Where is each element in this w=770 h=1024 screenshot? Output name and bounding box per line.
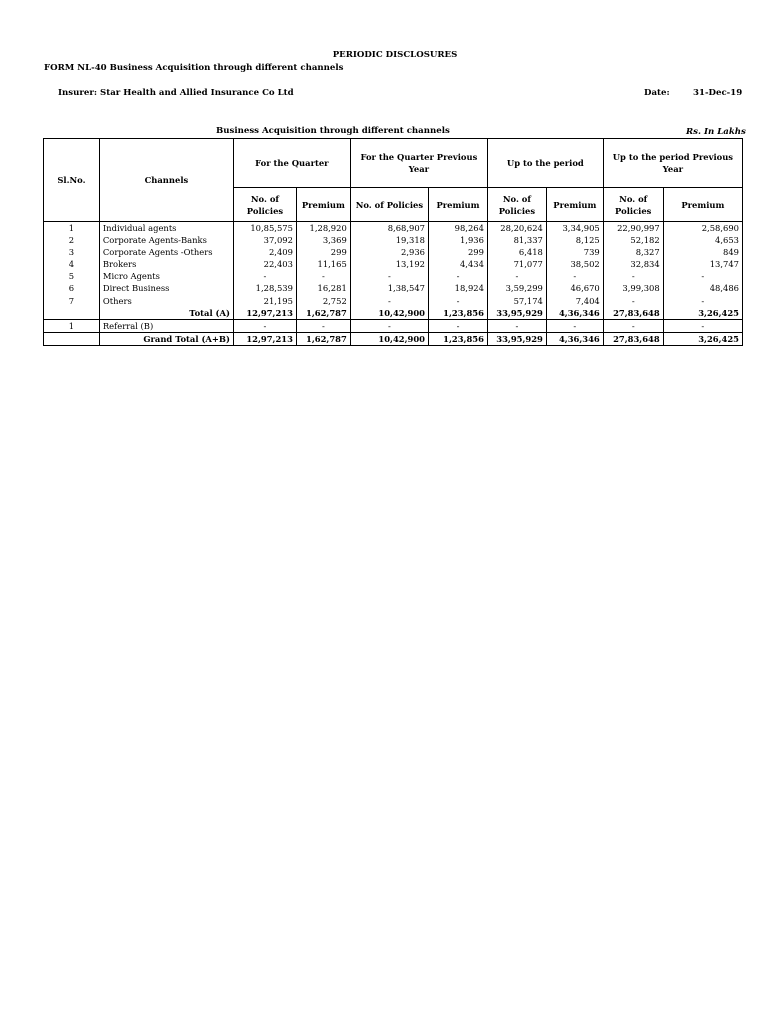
referral-channel: Referral (B) <box>99 319 233 332</box>
row-value: - <box>663 295 742 307</box>
row-value: 849 <box>663 246 742 258</box>
grand-total-row <box>44 332 743 345</box>
date-value: 31-Dec-19 <box>693 88 743 98</box>
grand-total-value: 10,42,900 <box>350 332 428 345</box>
row-value: 8,68,907 <box>350 222 428 235</box>
total-label: Total (A) <box>99 307 233 320</box>
row-value: 11,165 <box>296 258 350 270</box>
row-value: 3,34,905 <box>546 222 603 235</box>
total-value: 10,42,900 <box>350 307 428 320</box>
total-slno-empty <box>44 307 100 320</box>
row-value: 57,174 <box>487 295 546 307</box>
row-value: 21,195 <box>233 295 296 307</box>
row-value: - <box>233 270 296 282</box>
row-value: 3,59,299 <box>487 282 546 294</box>
row-channel: Direct Business <box>99 282 233 294</box>
row-value: - <box>603 270 663 282</box>
row-value: 2,752 <box>296 295 350 307</box>
header-premium: Premium <box>546 188 603 222</box>
row-value: 46,670 <box>546 282 603 294</box>
grand-total-label: Grand Total (A+B) <box>99 332 233 345</box>
row-slno: 4 <box>44 258 100 270</box>
row-value: 4,653 <box>663 234 742 246</box>
row-value: 98,264 <box>429 222 488 235</box>
row-channel: Corporate Agents -Others <box>99 246 233 258</box>
referral-value: - <box>663 319 742 332</box>
periodic-disclosures-heading: PERIODIC DISCLOSURES <box>332 50 458 60</box>
row-value: 52,182 <box>603 234 663 246</box>
row-value: 22,403 <box>233 258 296 270</box>
table-body <box>44 222 743 346</box>
total-value: 27,83,648 <box>603 307 663 320</box>
header-up-to-period-previous-year: Up to the period Previous Year <box>603 139 742 188</box>
row-slno: 2 <box>44 234 100 246</box>
form-title: FORM NL-40 Business Acquisition through different channels <box>44 63 344 73</box>
table-row <box>44 282 743 294</box>
row-channel: Individual agents <box>99 222 233 235</box>
row-value: 1,936 <box>429 234 488 246</box>
total-value: 1,62,787 <box>296 307 350 320</box>
referral-value: - <box>296 319 350 332</box>
table-row <box>44 295 743 307</box>
insurer-name: Insurer: Star Health and Allied Insurance Co Ltd <box>58 88 294 98</box>
row-slno: 6 <box>44 282 100 294</box>
row-value: 16,281 <box>296 282 350 294</box>
row-value: 32,834 <box>603 258 663 270</box>
grand-total-value: 4,36,346 <box>546 332 603 345</box>
grand-total-value: 12,97,213 <box>233 332 296 345</box>
grand-total-value: 1,62,787 <box>296 332 350 345</box>
row-value: 299 <box>296 246 350 258</box>
row-value: - <box>487 270 546 282</box>
row-channel: Others <box>99 295 233 307</box>
table-caption: Business Acquisition through different channels <box>216 126 450 136</box>
referral-slno: 1 <box>44 319 100 332</box>
referral-value: - <box>487 319 546 332</box>
row-value: 48,486 <box>663 282 742 294</box>
header-for-the-quarter: For the Quarter <box>233 139 350 188</box>
row-value: 2,409 <box>233 246 296 258</box>
header-slno: Sl.No. <box>44 139 100 222</box>
row-value: 299 <box>429 246 488 258</box>
row-value: 19,318 <box>350 234 428 246</box>
referral-value: - <box>603 319 663 332</box>
referral-value: - <box>233 319 296 332</box>
row-value: - <box>429 270 488 282</box>
row-value: 13,747 <box>663 258 742 270</box>
grand-total-slno-empty <box>44 332 100 345</box>
header-up-to-period: Up to the period <box>487 139 603 188</box>
row-value: 22,90,997 <box>603 222 663 235</box>
total-value: 33,95,929 <box>487 307 546 320</box>
header-premium: Premium <box>429 188 488 222</box>
date-label: Date: <box>644 88 670 98</box>
grand-total-value: 3,26,425 <box>663 332 742 345</box>
row-value: 1,38,547 <box>350 282 428 294</box>
header-policies: No. of Policies <box>350 188 428 222</box>
referral-value: - <box>546 319 603 332</box>
row-value: 2,58,690 <box>663 222 742 235</box>
total-value: 4,36,346 <box>546 307 603 320</box>
header-policies: No. of Policies <box>487 188 546 222</box>
row-value: 8,327 <box>603 246 663 258</box>
units-note: Rs. In Lakhs <box>686 127 746 137</box>
row-value: 38,502 <box>546 258 603 270</box>
grand-total-value: 33,95,929 <box>487 332 546 345</box>
row-slno: 5 <box>44 270 100 282</box>
referral-value: - <box>429 319 488 332</box>
row-value: - <box>429 295 488 307</box>
table-row <box>44 234 743 246</box>
row-value: 71,077 <box>487 258 546 270</box>
business-acquisition-table <box>43 138 743 346</box>
row-value: 3,369 <box>296 234 350 246</box>
table-row <box>44 270 743 282</box>
row-value: 4,434 <box>429 258 488 270</box>
row-value: - <box>296 270 350 282</box>
row-value: - <box>603 295 663 307</box>
row-value: 37,092 <box>233 234 296 246</box>
row-value: 13,192 <box>350 258 428 270</box>
row-value: - <box>350 295 428 307</box>
table-row <box>44 258 743 270</box>
row-value: 81,337 <box>487 234 546 246</box>
row-value: 739 <box>546 246 603 258</box>
row-value: 7,404 <box>546 295 603 307</box>
row-value: - <box>663 270 742 282</box>
table-row <box>44 222 743 235</box>
row-value: 1,28,920 <box>296 222 350 235</box>
row-channel: Micro Agents <box>99 270 233 282</box>
grand-total-value: 27,83,648 <box>603 332 663 345</box>
header-policies: No. of Policies <box>603 188 663 222</box>
row-channel: Brokers <box>99 258 233 270</box>
row-value: - <box>350 270 428 282</box>
row-slno: 7 <box>44 295 100 307</box>
row-value: 1,28,539 <box>233 282 296 294</box>
row-value: 6,418 <box>487 246 546 258</box>
grand-total-value: 1,23,856 <box>429 332 488 345</box>
total-value: 1,23,856 <box>429 307 488 320</box>
row-value: 2,936 <box>350 246 428 258</box>
row-value: 10,85,575 <box>233 222 296 235</box>
row-slno: 1 <box>44 222 100 235</box>
table-header <box>44 139 743 222</box>
row-value: 3,99,308 <box>603 282 663 294</box>
total-row <box>44 307 743 320</box>
total-value: 12,97,213 <box>233 307 296 320</box>
header-policies: No. of Policies <box>233 188 296 222</box>
row-slno: 3 <box>44 246 100 258</box>
header-premium: Premium <box>296 188 350 222</box>
row-value: 18,924 <box>429 282 488 294</box>
header-premium: Premium <box>663 188 742 222</box>
row-value: - <box>546 270 603 282</box>
row-channel: Corporate Agents-Banks <box>99 234 233 246</box>
referral-value: - <box>350 319 428 332</box>
total-value: 3,26,425 <box>663 307 742 320</box>
table-row <box>44 246 743 258</box>
header-quarter-previous-year: For the Quarter Previous Year <box>350 139 487 188</box>
row-value: 8,125 <box>546 234 603 246</box>
header-channels: Channels <box>99 139 233 222</box>
referral-row <box>44 319 743 332</box>
row-value: 28,20,624 <box>487 222 546 235</box>
